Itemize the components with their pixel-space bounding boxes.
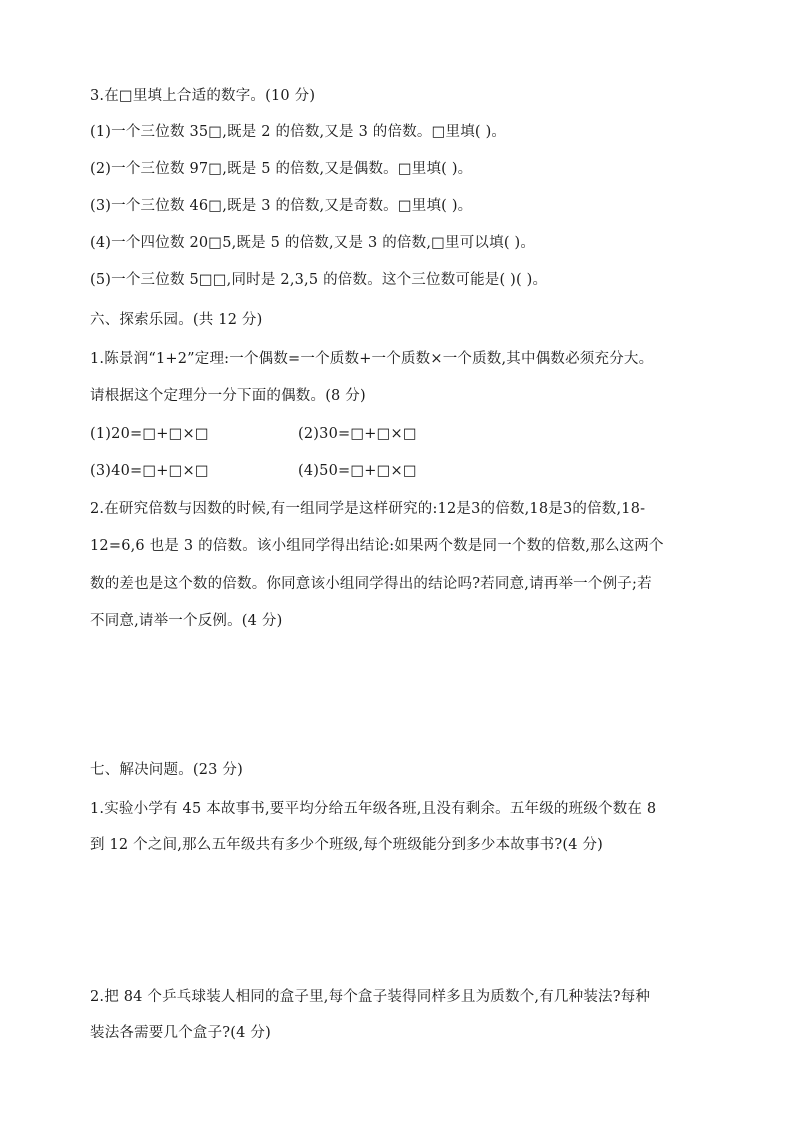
question-6-1-part-4: (4)50=□+□×□ [298, 463, 417, 479]
question-7-2-line-2: 装法各需要几个盒子?(4 分) [90, 1025, 271, 1041]
question-3-4: (4)一个四位数 20□5,既是 5 的倍数,又是 3 的倍数,□里可以填( )。 [90, 235, 536, 251]
question-6-2-line-2: 12=6,6 也是 3 的倍数。该小组同学得出结论:如果两个数是同一个数的倍数,那么这两个 [90, 538, 664, 554]
question-7-1-line-2: 到 12 个之间,那么五年级共有多少个班级,每个班级能分到多少本故事书?(4 分) [90, 837, 604, 853]
question-7-1-line-1: 1.实验小学有 45 本故事书,要平均分给五年级各班,且没有剩余。五年级的班级个数在 8 [90, 801, 657, 817]
section-3-heading: 3.在□里填上合适的数字。(10 分) [90, 88, 316, 104]
question-3-1: (1)一个三位数 35□,既是 2 的倍数,又是 3 的倍数。□里填( )。 [90, 124, 507, 140]
question-3-3: (3)一个三位数 46□,既是 3 的倍数,又是奇数。□里填( )。 [90, 198, 473, 214]
question-6-2-line-1: 2.在研究倍数与因数的时候,有一组同学是这样研究的:12是3的倍数,18是3的倍数,18- [90, 501, 646, 517]
question-6-1-line-2: 请根据这个定理分一分下面的偶数。(8 分) [90, 388, 366, 404]
question-6-1-line-1: 1.陈景润“1+2”定理:一个偶数=一个质数+一个质数×一个质数,其中偶数必须充分大。 [90, 351, 654, 367]
question-6-1-part-2: (2)30=□+□×□ [298, 426, 417, 442]
section-6-heading: 六、探索乐园。(共 12 分) [90, 312, 263, 328]
question-3-5: (5)一个三位数 5□□,同时是 2,3,5 的倍数。这个三位数可能是( )( )。 [90, 272, 548, 288]
question-7-2-line-1: 2.把 84 个乒乓球装人相同的盒子里,每个盒子装得同样多且为质数个,有几种装法?每种 [90, 989, 651, 1005]
question-3-2: (2)一个三位数 97□,既是 5 的倍数,又是偶数。□里填( )。 [90, 161, 473, 177]
question-6-1-part-3: (3)40=□+□×□ [90, 463, 209, 479]
section-7-heading: 七、解决问题。(23 分) [90, 762, 243, 778]
question-6-2-line-4: 不同意,请举一个反例。(4 分) [90, 613, 283, 629]
question-6-2-line-3: 数的差也是这个数的倍数。你同意该小组同学得出的结论吗?若同意,请再举一个例子;若 [90, 576, 652, 592]
question-6-1-part-1: (1)20=□+□×□ [90, 426, 209, 442]
